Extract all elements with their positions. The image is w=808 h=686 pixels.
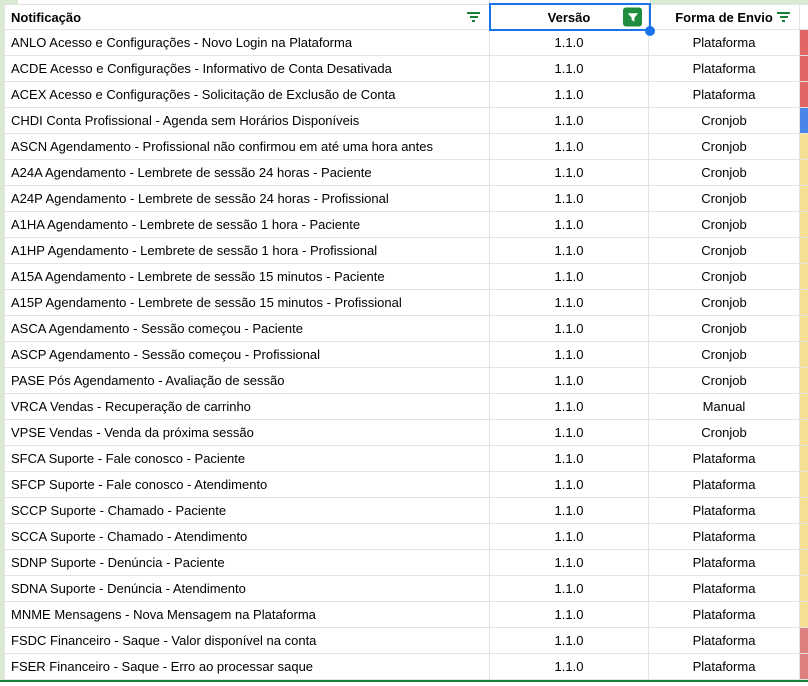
- column-header-version[interactable]: [490, 5, 649, 29]
- category-color-band: [800, 446, 808, 471]
- filter-icon[interactable]: [777, 12, 790, 22]
- cell-notification[interactable]: MNME Mensagens - Nova Mensagem na Plataforma: [5, 602, 490, 627]
- cell-channel[interactable]: Cronjob: [649, 368, 800, 393]
- cell-channel[interactable]: Plataforma: [649, 524, 800, 549]
- cell-version[interactable]: 1.1.0: [490, 238, 649, 263]
- category-color-band: [800, 576, 808, 601]
- cell-notification[interactable]: A15P Agendamento - Lembrete de sessão 15 minutos - Profissional: [5, 290, 490, 315]
- cell-version[interactable]: 1.1.0: [490, 576, 649, 601]
- category-color-band: [800, 186, 808, 211]
- cell-version[interactable]: 1.1.0: [490, 290, 649, 315]
- cell-notification[interactable]: ACDE Acesso e Configurações - Informativo de Conta Desativada: [5, 56, 490, 81]
- hidden-row-green-version: [490, 0, 650, 4]
- category-color-band: [800, 524, 808, 549]
- cell-version[interactable]: 1.1.0: [490, 56, 649, 81]
- category-color-band: [800, 654, 808, 679]
- cell-notification[interactable]: SDNP Suporte - Denúncia - Paciente: [5, 550, 490, 575]
- cell-version[interactable]: 1.1.0: [490, 654, 649, 679]
- cell-version[interactable]: 1.1.0: [490, 602, 649, 627]
- column-header-channel-label: Forma de Envio: [675, 9, 773, 25]
- cell-channel[interactable]: Plataforma: [649, 498, 800, 523]
- cell-channel[interactable]: Plataforma: [649, 550, 800, 575]
- cell-version[interactable]: 1.1.0: [490, 550, 649, 575]
- table-row: [0, 56, 808, 82]
- table-body: [0, 30, 808, 680]
- cell-version[interactable]: 1.1.0: [490, 186, 649, 211]
- cell-notification[interactable]: VPSE Vendas - Venda da próxima sessão: [5, 420, 490, 445]
- table-row: [0, 524, 808, 550]
- cell-notification[interactable]: A24P Agendamento - Lembrete de sessão 24 horas - Profissional: [5, 186, 490, 211]
- cell-notification[interactable]: A15A Agendamento - Lembrete de sessão 15 minutos - Paciente: [5, 264, 490, 289]
- cell-channel[interactable]: Cronjob: [649, 108, 800, 133]
- cell-channel[interactable]: Plataforma: [649, 576, 800, 601]
- below-range-area: [0, 682, 808, 686]
- cell-version[interactable]: 1.1.0: [490, 342, 649, 367]
- cell-notification[interactable]: ANLO Acesso e Configurações - Novo Login na Plataforma: [5, 30, 490, 55]
- cell-channel[interactable]: Plataforma: [649, 82, 800, 107]
- cell-channel[interactable]: Plataforma: [649, 602, 800, 627]
- category-color-band: [800, 628, 808, 653]
- category-color-band: [800, 264, 808, 289]
- category-color-band: [800, 602, 808, 627]
- cell-version[interactable]: 1.1.0: [490, 108, 649, 133]
- cell-channel[interactable]: Cronjob: [649, 186, 800, 211]
- cell-notification[interactable]: PASE Pós Agendamento - Avaliação de sessão: [5, 368, 490, 393]
- category-color-band: [800, 316, 808, 341]
- table-row: [0, 446, 808, 472]
- category-color-band: [800, 394, 808, 419]
- filter-active-icon[interactable]: [623, 8, 642, 27]
- cell-version[interactable]: 1.1.0: [490, 134, 649, 159]
- cell-version[interactable]: 1.1.0: [490, 446, 649, 471]
- table-row: [0, 602, 808, 628]
- cell-channel[interactable]: Manual: [649, 394, 800, 419]
- cell-version[interactable]: 1.1.0: [490, 30, 649, 55]
- cell-notification[interactable]: A24A Agendamento - Lembrete de sessão 24 horas - Paciente: [5, 160, 490, 185]
- cell-notification[interactable]: SCCP Suporte - Chamado - Paciente: [5, 498, 490, 523]
- table-row: [0, 342, 808, 368]
- table-row: [0, 628, 808, 654]
- column-header-notification-label: Notificação: [11, 9, 82, 25]
- table-row: [0, 82, 808, 108]
- category-color-band: [800, 238, 808, 263]
- hidden-row-lightgreen-left: [0, 0, 18, 4]
- filter-icon[interactable]: [467, 12, 480, 22]
- cutoff-column-header-cell: [800, 5, 808, 29]
- table-row: [0, 420, 808, 446]
- table-row: [0, 576, 808, 602]
- table-row: [0, 264, 808, 290]
- cell-version[interactable]: 1.1.0: [490, 524, 649, 549]
- cell-channel[interactable]: Plataforma: [649, 446, 800, 471]
- cell-version[interactable]: 1.1.0: [490, 420, 649, 445]
- table-row: [0, 498, 808, 524]
- category-color-band: [800, 498, 808, 523]
- cell-notification[interactable]: SFCA Suporte - Fale conosco - Paciente: [5, 446, 490, 471]
- cell-version[interactable]: 1.1.0: [490, 316, 649, 341]
- cell-version[interactable]: 1.1.0: [490, 394, 649, 419]
- cell-version[interactable]: 1.1.0: [490, 498, 649, 523]
- table-row: [0, 316, 808, 342]
- cell-channel[interactable]: Cronjob: [649, 342, 800, 367]
- cell-version[interactable]: 1.1.0: [490, 82, 649, 107]
- category-color-band: [800, 56, 808, 81]
- cell-channel[interactable]: Cronjob: [649, 134, 800, 159]
- cell-channel[interactable]: Cronjob: [649, 290, 800, 315]
- table-row: [0, 30, 808, 56]
- cell-notification[interactable]: CHDI Conta Profissional - Agenda sem Horários Disponíveis: [5, 108, 490, 133]
- cell-notification[interactable]: FSDC Financeiro - Saque - Valor disponível na conta: [5, 628, 490, 653]
- category-color-band: [800, 160, 808, 185]
- selection-handle[interactable]: [645, 26, 655, 36]
- category-color-band: [800, 290, 808, 315]
- cell-version[interactable]: 1.1.0: [490, 212, 649, 237]
- table-row: [0, 186, 808, 212]
- cell-notification[interactable]: A1HP Agendamento - Lembrete de sessão 1 hora - Profissional: [5, 238, 490, 263]
- table-row: [0, 654, 808, 680]
- column-header-notification[interactable]: [5, 5, 490, 29]
- cell-notification[interactable]: ACEX Acesso e Configurações - Solicitação de Exclusão de Conta: [5, 82, 490, 107]
- cell-notification[interactable]: VRCA Vendas - Recuperação de carrinho: [5, 394, 490, 419]
- cell-version[interactable]: 1.1.0: [490, 628, 649, 653]
- cell-notification[interactable]: SFCP Suporte - Fale conosco - Atendimento: [5, 472, 490, 497]
- cell-channel[interactable]: Cronjob: [649, 238, 800, 263]
- category-color-band: [800, 134, 808, 159]
- cell-channel[interactable]: Plataforma: [649, 30, 800, 55]
- table-row: [0, 160, 808, 186]
- cell-notification[interactable]: ASCA Agendamento - Sessão começou - Paciente: [5, 316, 490, 341]
- cell-version[interactable]: 1.1.0: [490, 264, 649, 289]
- table-row: [0, 212, 808, 238]
- cell-channel[interactable]: Cronjob: [649, 264, 800, 289]
- cell-notification[interactable]: ASCN Agendamento - Profissional não confirmou em até uma hora antes: [5, 134, 490, 159]
- cell-version[interactable]: 1.1.0: [490, 368, 649, 393]
- category-color-band: [800, 30, 808, 55]
- category-color-band: [800, 550, 808, 575]
- cell-notification[interactable]: SDNA Suporte - Denúncia - Atendimento: [5, 576, 490, 601]
- cell-notification[interactable]: A1HA Agendamento - Lembrete de sessão 1 hora - Paciente: [5, 212, 490, 237]
- category-color-band: [800, 472, 808, 497]
- cell-channel[interactable]: Plataforma: [649, 654, 800, 679]
- cell-channel[interactable]: Cronjob: [649, 160, 800, 185]
- category-color-band: [800, 368, 808, 393]
- category-color-band: [800, 108, 808, 133]
- table-row: [0, 108, 808, 134]
- hidden-row-white: [18, 0, 490, 4]
- cell-channel[interactable]: Plataforma: [649, 56, 800, 81]
- cell-version[interactable]: 1.1.0: [490, 160, 649, 185]
- cell-notification[interactable]: FSER Financeiro - Saque - Erro ao processar saque: [5, 654, 490, 679]
- hidden-row-lightgreen-right: [650, 0, 808, 4]
- hidden-row-sliver: [0, 0, 808, 4]
- table-row: [0, 238, 808, 264]
- category-color-band: [800, 82, 808, 107]
- cell-channel[interactable]: Cronjob: [649, 212, 800, 237]
- table-row: [0, 472, 808, 498]
- table-row: [0, 290, 808, 316]
- table-row: [0, 394, 808, 420]
- table-row: [0, 134, 808, 160]
- cell-version[interactable]: 1.1.0: [490, 472, 649, 497]
- table-row: [0, 368, 808, 394]
- cell-channel[interactable]: Cronjob: [649, 316, 800, 341]
- column-header-version-label: Versão: [547, 9, 591, 25]
- cell-notification[interactable]: SCCA Suporte - Chamado - Atendimento: [5, 524, 490, 549]
- cell-notification[interactable]: ASCP Agendamento - Sessão começou - Profissional: [5, 342, 490, 367]
- column-header-channel[interactable]: [649, 5, 800, 29]
- cell-channel[interactable]: Plataforma: [649, 628, 800, 653]
- header-row: [0, 4, 808, 30]
- table-row: [0, 550, 808, 576]
- category-color-band: [800, 420, 808, 445]
- cell-channel[interactable]: Plataforma: [649, 472, 800, 497]
- category-color-band: [800, 342, 808, 367]
- cell-channel[interactable]: Cronjob: [649, 420, 800, 445]
- category-color-band: [800, 212, 808, 237]
